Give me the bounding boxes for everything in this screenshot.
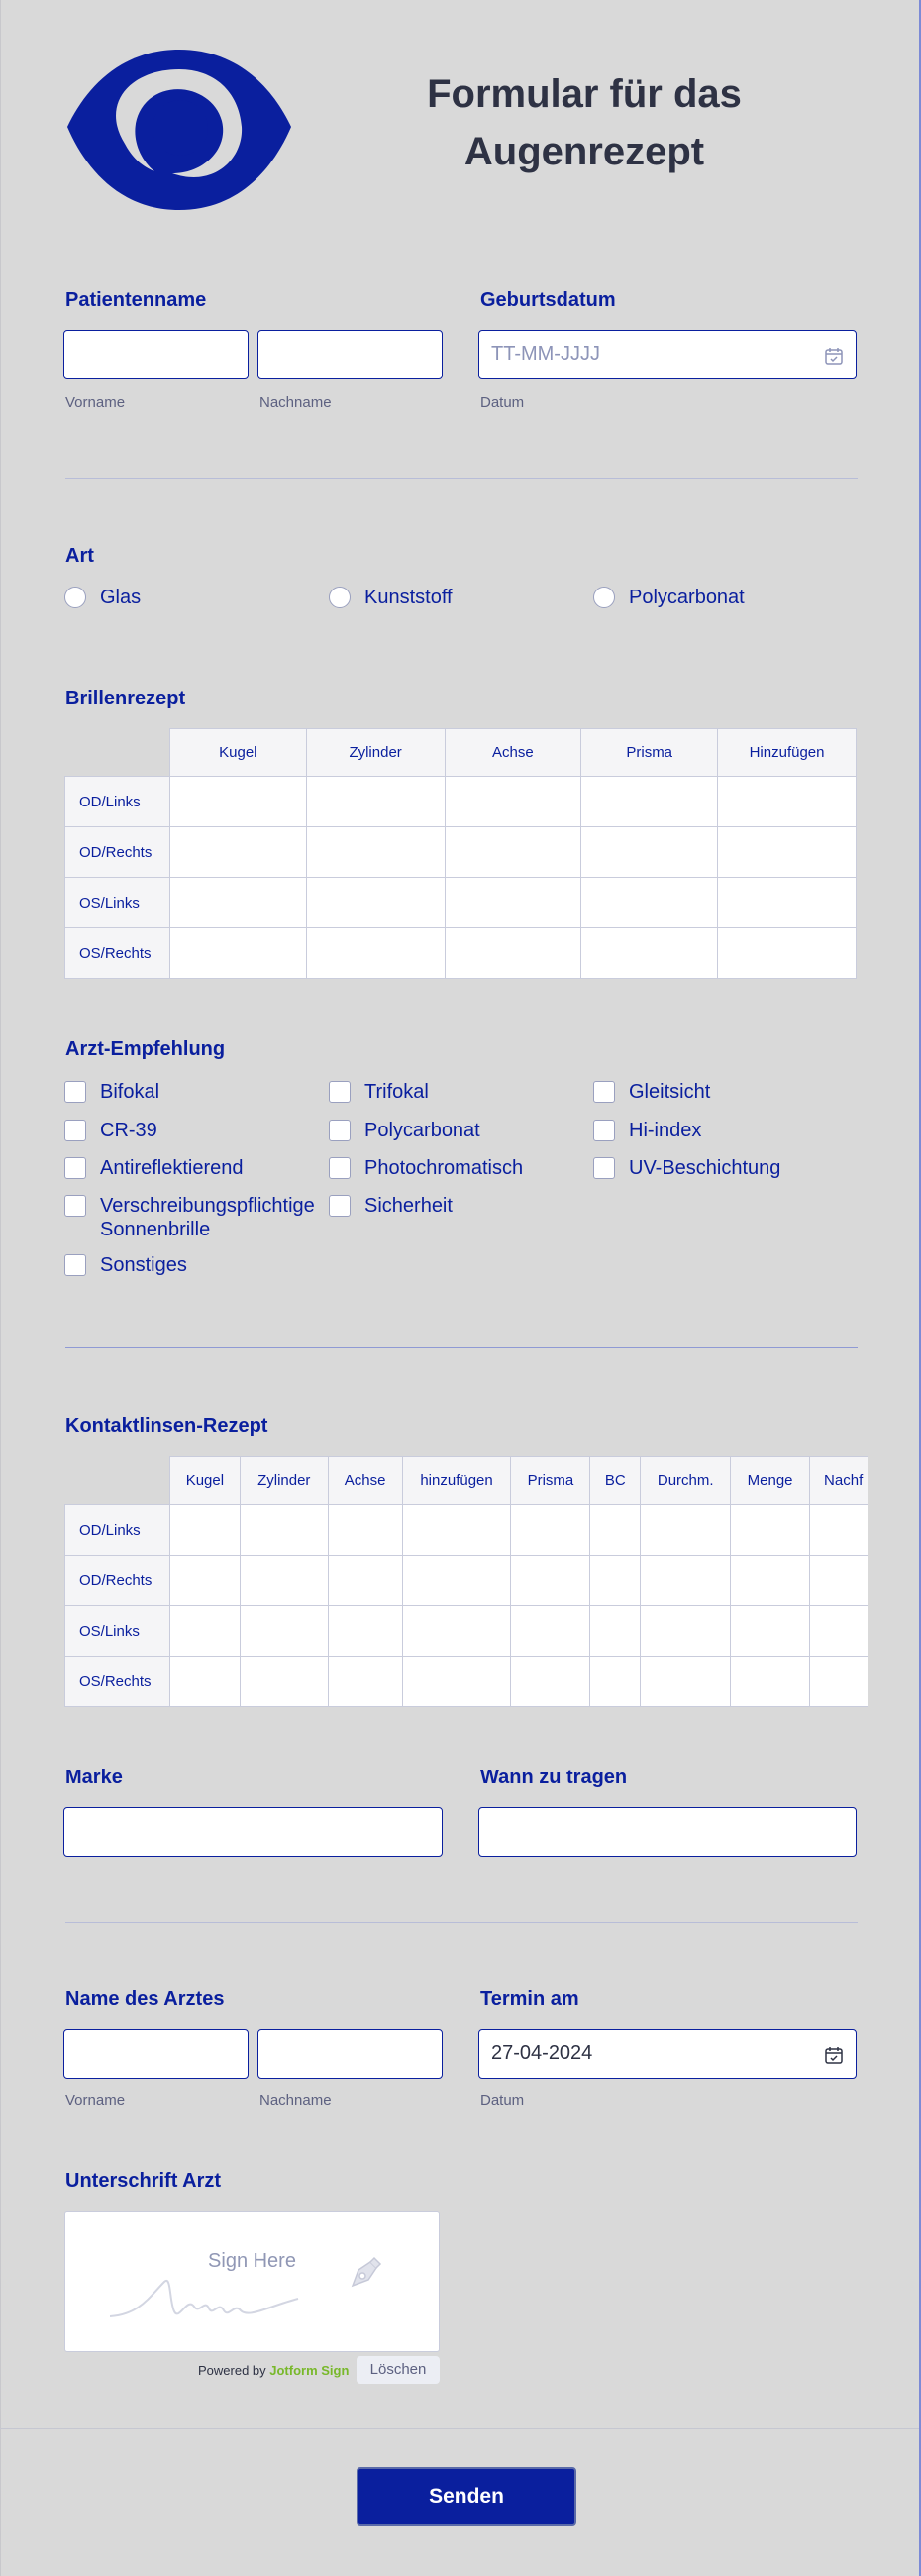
termin-label: Termin am	[480, 1988, 579, 2010]
checkbox-label: UV-Beschichtung	[629, 1157, 781, 1179]
table-cell[interactable]	[511, 1606, 590, 1657]
table-cell[interactable]	[581, 827, 718, 878]
table-cell[interactable]	[169, 777, 306, 827]
table-cell[interactable]	[402, 1606, 511, 1657]
checkbox-hi-index[interactable]	[593, 1120, 615, 1141]
checkbox-label: Trifokal	[364, 1081, 429, 1103]
table-cell[interactable]	[240, 1606, 328, 1657]
table-row-header: OS/Rechts	[65, 1657, 170, 1707]
table-cell[interactable]	[590, 1556, 641, 1606]
table-header: BC	[590, 1457, 641, 1505]
termin-value: 27-04-2024	[491, 2042, 593, 2064]
radio-glas[interactable]	[64, 587, 86, 608]
table-cell[interactable]	[240, 1657, 328, 1707]
calendar-icon[interactable]	[824, 346, 844, 366]
brillenrezept-table	[64, 728, 857, 979]
brillenrezept-label: Brillenrezept	[65, 688, 186, 709]
dob-input[interactable]	[478, 330, 857, 379]
kontaktlinsen-table	[64, 1456, 868, 1707]
checkbox-polycarbonat[interactable]	[329, 1120, 351, 1141]
radio-label-polycarbonat: Polycarbonat	[629, 587, 745, 608]
table-cell[interactable]	[641, 1657, 731, 1707]
table-header: Achse	[328, 1457, 402, 1505]
table-cell[interactable]	[810, 1657, 868, 1707]
kontaktlinsen-scroll-area[interactable]	[64, 1456, 868, 1707]
table-cell[interactable]	[641, 1556, 731, 1606]
radio-label-glas: Glas	[100, 587, 142, 608]
patient-name-label: Patientenname	[65, 289, 207, 311]
checkbox-trifokal[interactable]	[329, 1081, 351, 1103]
table-header: Menge	[731, 1457, 810, 1505]
table-cell[interactable]	[581, 777, 718, 827]
table-cell[interactable]	[306, 827, 445, 878]
table-cell[interactable]	[718, 878, 857, 928]
patient-last-sublabel: Nachname	[259, 394, 332, 411]
arzt-last-sublabel: Nachname	[259, 2093, 332, 2109]
checkbox-bifokal[interactable]	[64, 1081, 86, 1103]
table-cell[interactable]	[328, 1556, 402, 1606]
powered-prefix: Powered by	[198, 2363, 270, 2378]
wann-label: Wann zu tragen	[480, 1767, 628, 1788]
table-cell[interactable]	[581, 928, 718, 979]
table-cell[interactable]	[402, 1505, 511, 1556]
dob-label: Geburtsdatum	[480, 289, 616, 311]
table-cell[interactable]	[169, 1657, 240, 1707]
kontaktlinsen-label: Kontaktlinsen-Rezept	[65, 1415, 268, 1437]
clear-signature-button[interactable]: Löschen	[357, 2356, 440, 2384]
table-cell[interactable]	[810, 1606, 868, 1657]
patient-first-sublabel: Vorname	[65, 394, 126, 411]
powered-by	[198, 2363, 349, 2378]
table-header: Prisma	[581, 729, 718, 777]
checkbox-sicherheit[interactable]	[329, 1195, 351, 1217]
table-cell[interactable]	[445, 777, 581, 827]
table-cell[interactable]	[810, 1556, 868, 1606]
table-cell[interactable]	[590, 1505, 641, 1556]
table-cell[interactable]	[590, 1657, 641, 1707]
checkbox-label: Hi-index	[629, 1120, 702, 1141]
table-cell[interactable]	[306, 777, 445, 827]
table-header: Kugel	[169, 729, 306, 777]
form-title: Formular für das Augenrezept	[427, 72, 742, 173]
termin-input[interactable]	[478, 2029, 857, 2079]
table-header: Hinzufügen	[718, 729, 857, 777]
table-cell[interactable]	[511, 1657, 590, 1707]
checkbox-antireflektierend[interactable]	[64, 1157, 86, 1179]
marke-input[interactable]	[63, 1807, 443, 1857]
table-cell[interactable]	[718, 928, 857, 979]
table-cell[interactable]	[306, 928, 445, 979]
table-header: Zylinder	[240, 1457, 328, 1505]
section-divider	[65, 1347, 858, 1348]
table-cell[interactable]	[731, 1606, 810, 1657]
checkbox-photochromatisch[interactable]	[329, 1157, 351, 1179]
section-divider	[65, 478, 858, 479]
table-cell[interactable]	[641, 1505, 731, 1556]
checkbox-gleitsicht[interactable]	[593, 1081, 615, 1103]
table-header: Nachf	[810, 1457, 868, 1505]
table-corner	[65, 1457, 170, 1505]
table-row-header: OD/Rechts	[65, 1556, 170, 1606]
table-cell[interactable]	[169, 878, 306, 928]
patient-first-name-input[interactable]	[63, 330, 249, 379]
table-cell[interactable]	[240, 1556, 328, 1606]
submit-button[interactable]: Senden	[357, 2467, 576, 2526]
arzt-last-name-input[interactable]	[257, 2029, 443, 2079]
checkbox-label: Photochromatisch	[364, 1157, 524, 1179]
footer-divider	[0, 2428, 919, 2429]
section-divider	[65, 1922, 858, 1923]
table-cell[interactable]	[169, 928, 306, 979]
table-header: Kugel	[169, 1457, 240, 1505]
checkbox-label: Sonstiges	[100, 1254, 187, 1276]
table-cell[interactable]	[511, 1505, 590, 1556]
table-cell[interactable]	[445, 928, 581, 979]
radio-label-kunststoff: Kunststoff	[364, 587, 453, 608]
checkbox-label: Sicherheit	[364, 1195, 453, 1217]
table-cell[interactable]	[169, 1556, 240, 1606]
table-cell[interactable]	[511, 1556, 590, 1606]
checkbox-cr39[interactable]	[64, 1120, 86, 1141]
table-header: Achse	[445, 729, 581, 777]
checkbox-label: CR-39	[100, 1120, 157, 1141]
table-cell[interactable]	[328, 1657, 402, 1707]
table-cell[interactable]	[731, 1556, 810, 1606]
table-cell[interactable]	[169, 1606, 240, 1657]
table-cell[interactable]	[590, 1606, 641, 1657]
table-cell[interactable]	[641, 1606, 731, 1657]
checkbox-label: Verschreibungspflichtige Sonnenbrille	[100, 1195, 315, 1240]
table-row-header: OD/Rechts	[65, 827, 170, 878]
wann-input[interactable]	[478, 1807, 857, 1857]
arzt-first-name-input[interactable]	[63, 2029, 249, 2079]
table-cell[interactable]	[306, 878, 445, 928]
checkbox-uv-beschichtung[interactable]	[593, 1157, 615, 1179]
arzt-first-sublabel: Vorname	[65, 2093, 126, 2109]
table-cell[interactable]	[445, 827, 581, 878]
table-cell[interactable]	[731, 1657, 810, 1707]
pen-nib-icon	[345, 2252, 386, 2294]
signature-pad[interactable]	[64, 2211, 440, 2352]
checkbox-sonnenbrille[interactable]	[64, 1195, 86, 1217]
eye-logo-icon	[65, 50, 293, 210]
table-cell[interactable]	[731, 1505, 810, 1556]
table-cell[interactable]	[240, 1505, 328, 1556]
checkbox-label: Antireflektierend	[100, 1157, 244, 1179]
patient-last-name-input[interactable]	[257, 330, 443, 379]
table-row-header: OS/Links	[65, 878, 170, 928]
radio-polycarbonat[interactable]	[593, 587, 615, 608]
checkbox-label: Bifokal	[100, 1081, 160, 1103]
termin-sublabel: Datum	[480, 2093, 525, 2109]
signature-label: Unterschrift Arzt	[65, 2170, 222, 2192]
checkbox-label: Polycarbonat	[364, 1120, 480, 1141]
table-row-header: OD/Links	[65, 777, 170, 827]
table-row-header: OS/Rechts	[65, 928, 170, 979]
table-cell[interactable]	[402, 1556, 511, 1606]
table-cell[interactable]	[581, 878, 718, 928]
powered-brand: Jotform Sign	[269, 2363, 350, 2378]
table-row-header: OD/Links	[65, 1505, 170, 1556]
table-row-header: OS/Links	[65, 1606, 170, 1657]
table-cell[interactable]	[445, 878, 581, 928]
art-label: Art	[65, 545, 94, 567]
signature-placeholder: Sign Here	[208, 2250, 296, 2272]
table-header: Durchm.	[641, 1457, 731, 1505]
table-cell[interactable]	[169, 827, 306, 878]
table-corner	[65, 729, 170, 777]
calendar-icon[interactable]	[824, 2045, 844, 2065]
marke-label: Marke	[65, 1767, 123, 1788]
table-cell[interactable]	[328, 1505, 402, 1556]
table-cell[interactable]	[402, 1657, 511, 1707]
empfehlung-label: Arzt-Empfehlung	[65, 1038, 226, 1060]
table-header: Prisma	[511, 1457, 590, 1505]
table-cell[interactable]	[810, 1505, 868, 1556]
radio-kunststoff[interactable]	[329, 587, 351, 608]
table-cell[interactable]	[718, 777, 857, 827]
table-header: Zylinder	[306, 729, 445, 777]
arzt-name-label: Name des Arztes	[65, 1988, 225, 2010]
table-cell[interactable]	[169, 1505, 240, 1556]
table-header: hinzufügen	[402, 1457, 511, 1505]
table-cell[interactable]	[328, 1606, 402, 1657]
checkbox-label: Gleitsicht	[629, 1081, 711, 1103]
dob-placeholder: TT-MM-JJJJ	[491, 343, 600, 365]
dob-sublabel: Datum	[480, 394, 525, 411]
table-cell[interactable]	[718, 827, 857, 878]
checkbox-sonstiges[interactable]	[64, 1254, 86, 1276]
